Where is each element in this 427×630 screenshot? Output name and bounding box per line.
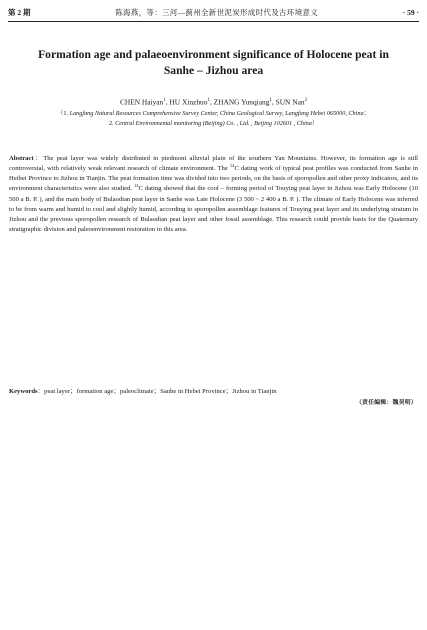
abstract xyxy=(9,154,418,235)
author-affiliation-mark: 1 xyxy=(163,98,166,103)
affiliation-2-suffix: ） xyxy=(311,119,319,127)
page-number: · 59 · xyxy=(402,7,419,17)
affiliation-1-prefix: （1. xyxy=(57,110,70,117)
author-affiliation-mark: 2 xyxy=(304,98,308,103)
affiliation-2-prefix: 2. xyxy=(108,119,116,127)
affiliation-2-text: Central Environmental monitoring (Beijing) Co. , Ltd. , Beijing 102601 , China xyxy=(115,119,312,127)
abstract-text-part-1: The peat layer was widely distributed in piedmont alluvial plain of the southern Yan Mountains. However, its formation age is still controversial, with relatively weak relevant research of climate environment. The xyxy=(9,155,418,173)
author-separator: , xyxy=(271,97,276,107)
author-separator: , xyxy=(165,97,170,107)
isotope-superscript: 14 xyxy=(229,162,235,168)
article-title xyxy=(20,47,407,79)
keywords xyxy=(9,387,418,397)
keywords-text: peat layer；formation age；paleoclimate；Sanhe in Hebei Province；Jizhou in Tianjin xyxy=(44,388,277,395)
affiliation-1 xyxy=(20,109,407,119)
title-line-1: Formation age and palaeoenvironment significance of Holocene peat in xyxy=(38,48,389,61)
author-affiliation-mark: 1 xyxy=(269,98,272,103)
issue-number: 第 2 期 xyxy=(8,7,31,17)
abstract-label: Abstract xyxy=(9,155,34,162)
affiliation-1-text: Langfang Natural Resources Comprehensive Survey Center, China Geological Survey, Langfang Hebei 065000, China xyxy=(69,110,364,117)
editor-note: （责任编辑：魏昊明） xyxy=(356,400,417,406)
affiliations xyxy=(20,109,407,128)
abstract-separator: ： xyxy=(33,155,44,162)
header-rule xyxy=(8,21,419,22)
running-header xyxy=(8,4,419,20)
keywords-separator: ： xyxy=(37,388,45,395)
keywords-label: Keywords xyxy=(9,388,38,395)
abstract-text-part-3: C dating showed that the cool – forming period of Touying peat layer in Jizhou was Early Holocene (10 500 a B. P. ), and the main body of Bulaodian peat layer in Sanhe was Late Holocene (3 500 ~ 2 400 a B. P. ). The climate of Early Holocene was inferred to be from warm and humid to cool and slightly humid, according to sporopollen assemblage features of Touying peat layer and its underlying stratum in Jizhou and the previous sporopollen research of Bulaodian peat layer and other fossil assemblage. This research could provide basis for the Quaternary stratigraphic division and paleoenvironment restoration in this area. xyxy=(9,185,418,234)
author-name: HU Xinzhuo xyxy=(169,97,208,107)
title-line-2: Sanhe – Jizhou area xyxy=(163,64,264,77)
author-affiliation-mark: 1 xyxy=(207,98,210,103)
affiliation-1-suffix: ； xyxy=(363,110,370,117)
author-separator: , xyxy=(209,97,214,107)
author-name: CHEN Haiyan xyxy=(119,97,164,107)
author-name: ZHANG Yunqiang xyxy=(213,97,270,107)
author-list xyxy=(20,96,407,107)
running-title: 陈海燕，等：三河—蓟州全新世泥炭形成时代及古环境意义 xyxy=(115,7,319,17)
abstract-text-part-2: C dating work of typical peat profiles was conducted from Sanhe in Heibei Province to Jizhou in Tianjin. The peat formation time was divided into two periods, on the basis of sporopollen and other proxy indicators, and its environment characteristics were also studied. xyxy=(9,165,418,193)
affiliation-2 xyxy=(20,119,407,129)
author-name: SUN Nan xyxy=(275,97,305,107)
isotope-superscript: 14 xyxy=(133,183,139,189)
